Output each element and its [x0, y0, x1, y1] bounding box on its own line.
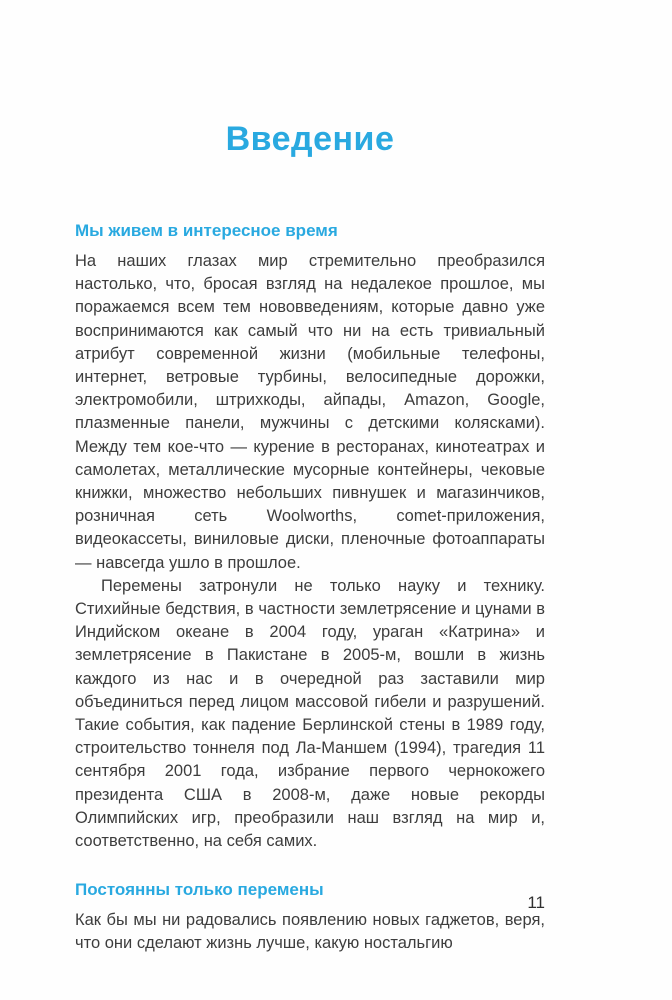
paragraph-2: Перемены затронули не только науку и технику. Стихийные бедствия, в частности землетрясение и цунами в Индийском океане в 2004 году, ураган «Катрина» и землетрясение в Пакистане в 2005-м, вошли в жизнь каждого из нас и в очередной раз заставили мир объединиться перед лицом массовой гибели и разрушений. Такие события, как падение Берлинской стены в 1989 году, строительство тоннеля под Ла-Маншем (1994), трагедия 11 сентября 2001 года, избрание первого чернокожего президента США в 2008-м, даже новые рекорды Олимпийских игр, преобразили наш взгляд на мир и, соответственно, на себя самих.	[75, 576, 545, 851]
page-title: Введение	[225, 120, 395, 158]
paragraph-1: На наших глазах мир стремительно преобразился настолько, что, бросая взгляд на недалекое прошлое, мы поражаемся всем тем нововведениям, которые давно уже воспринимаются как самый что ни на есть тривиальный атрибут современной жизни (мобильные телефоны, интернет, ветровые турбины, велосипедные дорожки, электромобили, штрихкоды, айпады, Amazon, Google, плазменные панели, мужчины с детскими колясками). Между тем кое-что — курение в ресторанах, кинотеатрах и самолетах, металлические мусорные контейнеры, чековые книжки, множество небольших пивнушек и магазинчиков, розничная сеть Woolworths, comet-приложения, видеокассеты, виниловые диски, пленочные фотоаппараты — навсегда ушло в прошлое.	[75, 252, 545, 572]
section-heading-1: Мы живем в интересное время	[75, 221, 338, 240]
page-number: 11	[527, 893, 545, 912]
paragraph-3: Как бы мы ни радовались появлению новых гаджетов, веря, что они сделают жизнь лучше, какую ностальгию	[75, 911, 545, 953]
section-heading-2: Постоянны только перемены	[75, 880, 324, 900]
text-column	[75, 0, 545, 956]
